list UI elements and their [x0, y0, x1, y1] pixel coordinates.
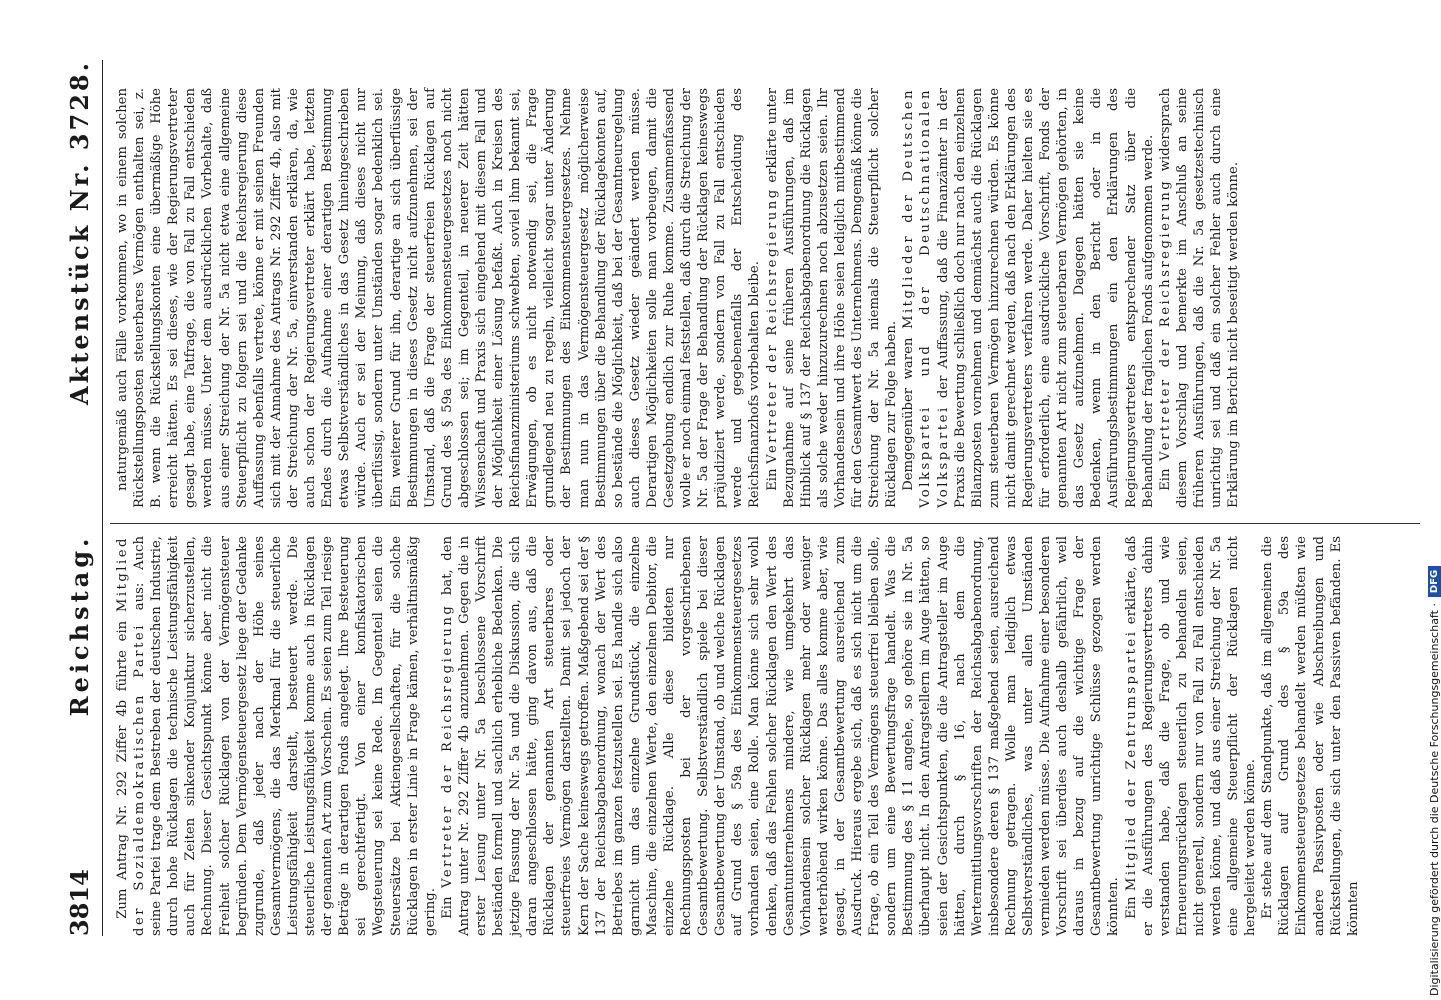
paragraph: Demgegenüber waren Mitglieder der Deutschen Volkspartei und der Deutschnationalen Volkspartei der Auffassung, daß die Finanzämter in der Praxis die Bewertung schließlich doch nur nach den einzelnen Bilanzposten vornehmen und demnächst auch die Rücklagen zum steuerbaren Vermögen hinzurechnen würden. Es könne nicht damit gerechnet werden, daß nach den Erklärungen des Regierungsvertreters verfahren werde. Daher hielten sie es für erforderlich, eine ausdrückliche Vorschrift, Fonds der genannten Art nicht zum steuerbaren Vermögen gehörten, in das Gesetz aufzunehmen. Dagegen hätten sie keine Bedenken, wenn in den Bericht oder in die Ausführungsbestimmungen ein den Erklärungen des Regierungsvertreters entsprechender Satz über die Behandlung der fraglichen Fonds aufgenommen werde.: [901, 88, 1156, 508]
rotated-page: [50, 40, 1430, 960]
source-title: Reichstag.: [65, 534, 94, 717]
digitization-credit: [1428, 566, 1441, 996]
paragraph: Ein Vertreter der Reichsregierung erklärte unter Bezugnahme auf seine früheren Ausführungen, daß im Hinblick auf § 137 der Reichsabgabenordnung die Rücklagen als solche weder hinzuzurechnen noch abzusetzen seien. Ihr Vorhandensein und ihre Höhe seien lediglich mitbestimmend für den Gesamtwert des Unternehmens. Demgemäß könne die Streichung der Nr. 5a niemals die Steuerpflicht solcher Rücklagen zur Folge haben.: [764, 87, 900, 508]
paragraph: Zum Antrag Nr. 292 Ziffer 4b führte ein Mitglied der Sozialdemokratischen Partei aus: Auch seine Partei trage dem Bestreben der deutschen Industrie, durch hohe Rücklagen die technische Leistungsfähigkeit auch für Zeiten sinkender Konjunktur sicherzustellen, Rechnung. Dieser Gesichtspunkt könne aber nicht die Freiheit solcher Rücklagen von der Vermögensteuer begründen. Dem Vermögensteuergesetz liege der Gedanke zugrunde, daß jeder nach der Höhe seines Gesamtvermögens, die das Merkmal für die steuerliche Leistungsfähigkeit darstellt, besteuert werde. Die steuerliche Leistungsfähigkeit komme auch in Rücklagen der genannten Art zum Vorschein. Es seien zum Teil riesige Beträge in derartigen Fonds angelegt. Ihre Besteuerung sei gerechtfertigt. Von einer konfiskatorischen Wegsteuerung sei keine Rede. Im Gegenteil seien die Steuersätze bei Aktiengesellschaften, für die solche Rücklagen in erster Linie in Frage kämen, verhältnismäßig gering.: [115, 536, 438, 936]
dfg-logo: DFG: [1428, 566, 1441, 597]
paragraph: Ein Vertreter der Reichsregierung bat, den Antrag unter Nr. 292 Ziffer 4b anzunehmen. Gegen die in erster Lesung unter Nr. 5a beschlossene Vorschrift beständen formell und sachlich erhebliche Bedenken. Die jetzige Fassung der Nr. 5a und die Diskussion, die sich daran angeschlossen hätte, ging davon aus, daß die Rücklagen der genannten Art steuerbares oder steuerfreies Vermögen darstellten. Damit sei jedoch der Kern der Sache keineswegs getroffen. Maßgebend sei der § 137 der Reichsabgabenordnung, wonach der Wert des Betriebes im ganzen festzustellen sei. Es handle sich also garnicht um das einzelne Grundstück, die einzelne Maschine, die einzelnen Werte, den einzelnen Debitor, die einzelne Rücklage. Alle diese bildeten nur Rechnungsposten bei der vorgeschriebenen Gesamtbewertung. Selbstverständlich spiele bei dieser Gesamtbewertung der Umstand, ob und welche Rücklagen auf Grund des § 59a des Einkommensteuergesetzes vorhanden seien, eine Rolle. Man könne sich sehr wohl denken, daß das Fehlen solcher Rücklagen den Wert des Gesamtunternehmens mindere, wie umgekehrt das Vorhandensein solcher Rücklagen mehr oder weniger werterhöhend wirken könne. Das alles komme aber, wie gesagt, in der Gesamtbewertung ausreichend zum Ausdruck. Hieraus ergebe sich, daß es sich nicht um die Frage, ob ein Teil des Vermögens steuerfrei bleiben solle, sondern um eine Bewertungsfrage handelt. Was die Bestimmung des § 11 angehe, so gehöre sie in Nr. 5a überhaupt nicht. In den Antragstellern im Auge hätten, so seien der Gesichtspunkten, die die Antragsteller im Auge hätten, durch § 16, nach dem die Wertermittlungsvorschriften der Reichsabgabenordnung, insbesondere deren § 137 maßgebend seien, ausreichend Rechnung getragen. Wolle man lediglich etwas Selbstverständliches, was unter allen Umständen vermieden werden müsse. Die Aufnahme einer besonderen Vorschrift sei überdies auch deshalb gefährlich, weil daraus in bezug auf die wichtige Frage der Gesamtbewertung unrichtige Schlüsse gezogen werden könnten.: [439, 535, 1122, 936]
header-rule: [102, 60, 103, 936]
page-header: [50, 60, 94, 936]
right-column: [114, 88, 1420, 508]
credit-text: Digitalisierung gefördert durch die Deutsche Forschungsgemeinschaft ·: [1428, 603, 1441, 996]
paragraph: Ein Vertreter der Reichsregierung widersprach diesem Vorschlag und bemerkte im Anschluß an seine früheren Ausführungen, daß die Nr. 5a gesetzestechnisch unrichtig sei und daß ein solcher Fehler auch durch eine Erklärung im Bericht nicht beseitigt werden könne.: [1157, 88, 1242, 508]
page-number: 3814: [65, 869, 94, 936]
paragraph: Ein Mitglied der Zentrumspartei erklärte, daß er die Ausführungen des Regierungsvertreters dahin verstanden habe, daß die Frage, ob und wie Erneuerungsrücklagen steuerlich zu behandeln seien, nicht generell, sondern nur von Fall zu Fall entschieden werden könne, und daß aus einer Streichung der Nr. 5a eine allgemeine Steuerpflicht der Rücklagen nicht hergeleitet werden könne.: [1123, 535, 1259, 936]
document-number: Aktenstück Nr. 3728.: [65, 60, 94, 405]
column-divider: [110, 523, 1420, 524]
paragraph: naturgemäß auch Fälle vorkommen, wo in einem solchen Rückstellungsposten steuerbares Vermögen enthalten sei, z. B. wenn die Rückstellungskonten eine übermäßige Höhe erreicht hätten. Es sei dieses, wie der Regierungsvertreter gesagt habe, eine Tatfrage, die von Fall zu Fall entschieden werden müsse. Unter dem ausdrücklichen Vorbehalte, daß aus einer Streichung der Nr. 5a nicht etwa eine allgemeine Steuerpflicht zu folgern sei und die Reichsregierung diese Auffassung ebenfalls vertrete, könne er mit seinen Freunden sich mit der Annahme des Antrags Nr. 292 Ziffer 4b, also mit der Streichung der Nr. 5a, einverstanden erklären, da, wie auch schon der Regierungsvertreter erklärt habe, letzten Endes durch die Aufnahme einer derartigen Bestimmung etwas Selbstverständliches in das Gesetz hineingeschrieben würde. Auch er sei der Meinung, daß dieses nicht nur überflüssig, sondern unter Umständen sogar bedenklich sei. Ein weiterer Grund für ihn, derartige an sich überflüssige Bestimmungen in dieses Gesetz nicht aufzunehmen, sei der Umstand, daß die Frage der steuerfreien Rücklagen auf Grund des § 59a des Einkommensteuergesetzes noch nicht abgeschlossen sei; im Gegenteil, in neuerer Zeit hätten Wissenschaft und Praxis sich eingehend mit diesem Fall und der Möglichkeit einer Lösung befaßt. Auch in Kreisen des Reichsfinanzministeriums schwebten, soviel ihm bekannt sei, Erwägungen, ob es nicht notwendig sei, die Frage grundlegend neu zu regeln, vielleicht sogar unter Änderung der Bestimmungen des Einkommensteuergesetzes. Nehme man nun in das Vermögensteuergesetz möglicherweise Bestimmungen über die Behandlung der Rücklagekonten auf, so bestände die Möglichkeit, daß bei der Gesamtneuregelung auch dieses Gesetz wieder geändert werden müsse. Derartigen Möglichkeiten solle man vorbeugen, damit die Gesetzgebung endlich zur Ruhe komme. Zusammenfassend wolle er noch einmal feststellen, daß durch die Streichung der Nr. 5a der Frage der Behandlung der Rücklagen keineswegs präjudiziert werde, sondern von Fall zu Fall entschieden werde und gegebenenfalls der Entscheidung des Reichsfinanzhofs vorbehalten bleibe.: [115, 88, 763, 508]
left-column: [114, 536, 1420, 936]
paragraph: Er stehe auf dem Standpunkte, daß im allgemeinen die Rücklagen auf Grund des § 59a des Einkommensteuergesetzes behandelt werden müßten wie andere Passivposten oder wie Abschreibungen und Rückstellungen, die sich unter den Passiven befänden. Es könnten: [1260, 536, 1361, 936]
